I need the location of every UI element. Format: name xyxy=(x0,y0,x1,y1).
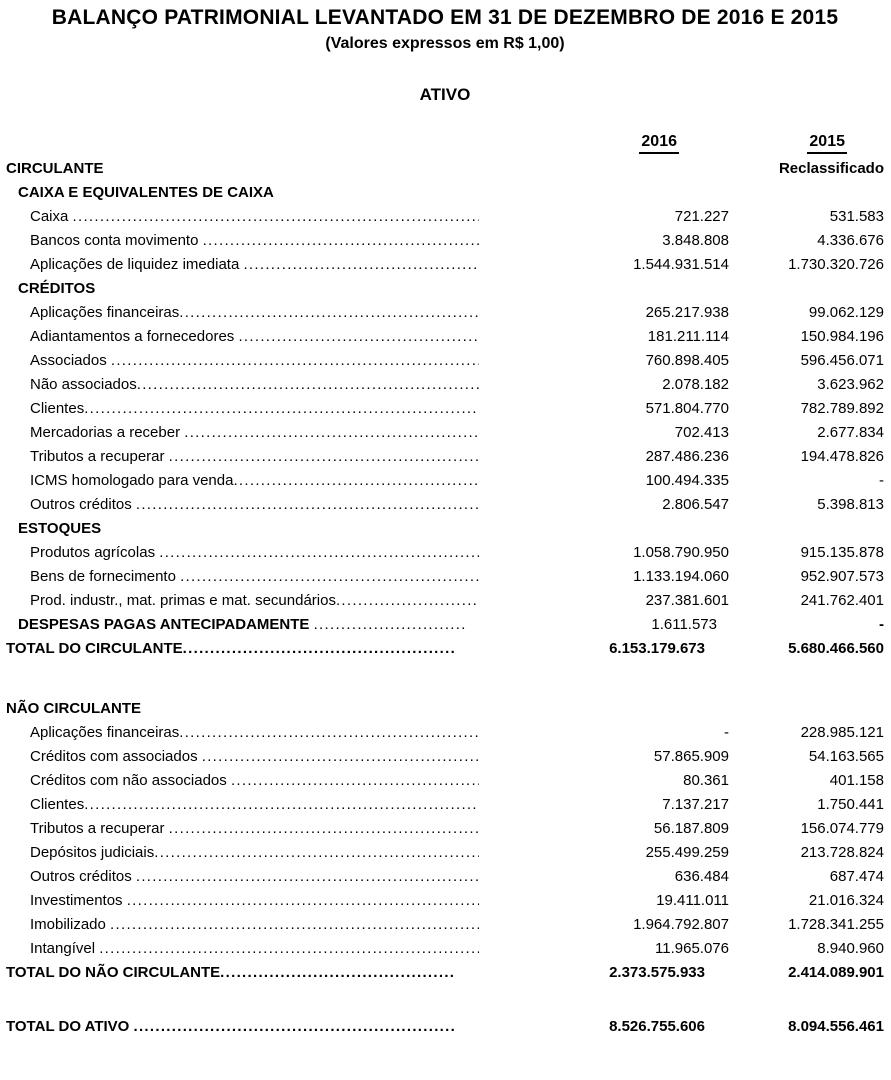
row-label-cell xyxy=(6,841,479,865)
value-2015: 1.750.441 xyxy=(817,796,884,813)
dot-leader xyxy=(238,325,479,349)
value-2015: 99.062.129 xyxy=(808,304,884,321)
row-label-cell xyxy=(6,541,479,565)
dot-leader xyxy=(220,961,455,985)
row-label: Caixa xyxy=(30,208,73,225)
value-2016: 636.484 xyxy=(674,868,729,885)
row-label: Associados xyxy=(30,352,111,369)
value-2016: 2.078.182 xyxy=(662,376,729,393)
row-label-cell xyxy=(6,961,455,985)
value-2016: 8.526.755.606 xyxy=(609,1018,705,1035)
value-2015: 401.158 xyxy=(829,772,884,789)
table-row xyxy=(6,841,884,865)
value-2016: 181.211.114 xyxy=(647,328,729,345)
row-label: Adiantamentos a fornecedores xyxy=(30,328,239,345)
value-2016: 1.544.931.514 xyxy=(633,256,729,273)
row-label-cell xyxy=(6,613,467,637)
value-2016: 1.133.194.060 xyxy=(633,568,729,585)
row-label-cell xyxy=(6,865,479,889)
table-row xyxy=(6,205,884,229)
dot-leader xyxy=(180,565,479,589)
row-label: Bancos conta movimento xyxy=(30,232,203,249)
value-2015: 156.074.779 xyxy=(800,820,884,837)
value-2015: 5.398.813 xyxy=(817,496,884,513)
value-2015: 782.789.892 xyxy=(800,400,884,417)
row-label: Créditos com não associados xyxy=(30,772,231,789)
page-title: BALANÇO PATRIMONIAL LEVANTADO EM 31 DE DEZEMBRO DE 2016 E 2015 xyxy=(51,6,839,29)
row-label-cell xyxy=(6,421,479,445)
spacer xyxy=(6,661,884,697)
row-label: Tributos a recuperar xyxy=(30,448,169,465)
row-label-cell xyxy=(6,349,479,373)
value-2016: 287.486.236 xyxy=(645,448,729,465)
row-label: Outros créditos xyxy=(30,868,136,885)
value-2015: 8.940.960 xyxy=(817,940,884,957)
value-2016: 19.411.011 xyxy=(656,892,729,909)
dot-leader xyxy=(84,793,479,817)
row-label-cell xyxy=(6,637,455,661)
row-label-cell xyxy=(6,469,479,493)
table-row xyxy=(6,301,884,325)
row-label-cell xyxy=(6,445,479,469)
dot-leader xyxy=(84,397,479,421)
value-2016: 721.227 xyxy=(674,208,729,225)
table-row xyxy=(6,397,884,421)
table-row xyxy=(6,721,884,745)
row-label: Aplicações financeiras xyxy=(30,724,180,741)
value-2016: - xyxy=(724,724,729,741)
row-label: Mercadorias a receber xyxy=(30,424,185,441)
dot-leader xyxy=(159,541,479,565)
row-label-cell xyxy=(6,937,479,961)
row-label-cell xyxy=(6,205,479,229)
value-2015: 228.985.121 xyxy=(800,724,884,741)
row-label-cell xyxy=(6,565,479,589)
row-label: Clientes xyxy=(30,796,85,813)
dot-leader xyxy=(154,841,479,865)
row-label: NÃO CIRCULANTE xyxy=(6,700,141,717)
row-label: Aplicações de liquidez imediata xyxy=(30,256,244,273)
table-row xyxy=(6,517,884,541)
row-label: ICMS homologado para venda xyxy=(30,472,234,489)
page-subtitle: (Valores expressos em R$ 1,00) xyxy=(325,35,565,52)
table-row xyxy=(6,793,884,817)
row-label-cell xyxy=(6,889,479,913)
row-label-cell xyxy=(6,301,479,325)
table-row xyxy=(6,697,884,721)
column-header-2016: 2016 xyxy=(639,132,679,154)
value-2015: 915.135.878 xyxy=(800,544,884,561)
dot-leader xyxy=(127,889,479,913)
row-label: TOTAL DO CIRCULANTE xyxy=(6,640,183,657)
row-label-cell xyxy=(6,253,479,277)
table-row xyxy=(6,445,884,469)
row-label-cell xyxy=(6,157,455,181)
dot-leader xyxy=(183,637,455,661)
table-row xyxy=(6,541,884,565)
table-row xyxy=(6,181,884,205)
dot-leader xyxy=(169,445,479,469)
value-2015: 2.414.089.901 xyxy=(788,964,884,981)
table-row xyxy=(6,469,884,493)
value-2016: 1.611.573 xyxy=(651,616,717,633)
value-2015: 5.680.466.560 xyxy=(788,640,884,657)
table-row xyxy=(6,493,884,517)
table-row xyxy=(6,325,884,349)
row-label-cell xyxy=(6,589,479,613)
value-2015: 54.163.565 xyxy=(808,748,884,765)
value-2015: - xyxy=(879,472,884,489)
value-2016: 7.137.217 xyxy=(662,796,729,813)
table-row xyxy=(6,937,884,961)
value-2016: 57.865.909 xyxy=(653,748,729,765)
value-2016: 760.898.405 xyxy=(645,352,729,369)
value-2015: 687.474 xyxy=(829,868,884,885)
row-label: CAIXA E EQUIVALENTES DE CAIXA xyxy=(18,184,274,201)
table-row xyxy=(6,889,884,913)
row-label-cell xyxy=(6,769,479,793)
value-2016: 11.965.076 xyxy=(655,940,729,957)
value-2015: 952.907.573 xyxy=(800,568,884,585)
dot-leader xyxy=(111,349,479,373)
table-row xyxy=(6,817,884,841)
row-label-cell xyxy=(6,697,455,721)
value-2015: 150.984.196 xyxy=(800,328,884,345)
value-2016: 1.964.792.807 xyxy=(633,916,729,933)
column-headers xyxy=(6,132,884,154)
dot-leader xyxy=(134,1015,456,1039)
rows xyxy=(6,157,884,1039)
dot-leader xyxy=(179,721,479,745)
row-label: TOTAL DO ATIVO xyxy=(6,1018,134,1035)
row-label-cell xyxy=(6,793,479,817)
row-label: Outros créditos xyxy=(30,496,136,513)
dot-leader xyxy=(169,817,479,841)
row-label-cell xyxy=(6,397,479,421)
table-row xyxy=(6,349,884,373)
value-2016: 255.499.259 xyxy=(645,844,729,861)
table-row xyxy=(6,589,884,613)
row-label: Produtos agrícolas xyxy=(30,544,160,561)
reclassificado-note: Reclassificado xyxy=(778,160,884,177)
dot-leader xyxy=(110,913,479,937)
row-label: CRÉDITOS xyxy=(18,280,96,297)
value-2015: 596.456.071 xyxy=(800,352,884,369)
value-2015: 1.730.320.726 xyxy=(788,256,884,273)
row-label: Imobilizado xyxy=(30,916,111,933)
value-2016: 2.373.575.933 xyxy=(609,964,705,981)
table-row xyxy=(6,961,884,985)
value-2016: 1.058.790.950 xyxy=(633,544,729,561)
table-row xyxy=(6,865,884,889)
value-2015: 2.677.834 xyxy=(817,424,884,441)
dot-leader xyxy=(233,469,479,493)
table-row xyxy=(6,157,884,181)
value-2016: 2.806.547 xyxy=(662,496,729,513)
row-label-cell xyxy=(6,373,479,397)
table-row xyxy=(6,565,884,589)
dot-leader xyxy=(184,421,479,445)
dot-leader xyxy=(243,253,479,277)
dot-leader xyxy=(202,745,479,769)
table-row xyxy=(6,745,884,769)
spacer xyxy=(6,985,884,1015)
dot-leader xyxy=(203,229,479,253)
row-label: CIRCULANTE xyxy=(6,160,104,177)
column-header-2015: 2015 xyxy=(807,132,847,154)
table-row xyxy=(6,769,884,793)
table-row xyxy=(6,253,884,277)
value-2016: 56.187.809 xyxy=(653,820,729,837)
row-label: Clientes xyxy=(30,400,85,417)
dot-leader xyxy=(179,301,479,325)
section-title-ativo: ATIVO xyxy=(419,85,471,104)
row-label: Prod. industr., mat. primas e mat. secundários xyxy=(30,592,336,609)
dot-leader xyxy=(99,937,479,961)
table-row xyxy=(6,373,884,397)
dot-leader xyxy=(231,769,479,793)
value-2015: 4.336.676 xyxy=(817,232,884,249)
value-2015: 241.762.401 xyxy=(800,592,884,609)
value-2015: 1.728.341.255 xyxy=(788,916,884,933)
dot-leader xyxy=(314,613,467,637)
value-2016: 571.804.770 xyxy=(645,400,729,417)
row-label: Aplicações financeiras xyxy=(30,304,180,321)
table-row xyxy=(6,637,884,661)
row-label: Depósitos judiciais xyxy=(30,844,155,861)
row-label-cell xyxy=(6,817,479,841)
row-label-cell xyxy=(6,181,467,205)
value-2016: 100.494.335 xyxy=(645,472,729,489)
row-label: ESTOQUES xyxy=(18,520,102,537)
row-label: TOTAL DO NÃO CIRCULANTE xyxy=(6,964,221,981)
value-2016: 237.381.601 xyxy=(645,592,729,609)
table-row xyxy=(6,421,884,445)
table-row xyxy=(6,913,884,937)
row-label-cell xyxy=(6,277,467,301)
dot-leader xyxy=(73,205,479,229)
value-2016: 265.217.938 xyxy=(645,304,729,321)
row-label-cell xyxy=(6,721,479,745)
table-row xyxy=(6,1015,884,1039)
value-2016: 3.848.808 xyxy=(662,232,729,249)
dot-leader xyxy=(137,373,479,397)
row-label: Bens de fornecimento xyxy=(30,568,181,585)
row-label: DESPESAS PAGAS ANTECIPADAMENTE xyxy=(18,616,314,633)
row-label: Intangível xyxy=(30,940,100,957)
row-label: Tributos a recuperar xyxy=(30,820,169,837)
row-label-cell xyxy=(6,913,479,937)
value-2016: 702.413 xyxy=(674,424,729,441)
row-label: Créditos com associados xyxy=(30,748,202,765)
dot-leader xyxy=(136,493,479,517)
row-label-cell xyxy=(6,229,479,253)
row-label-cell xyxy=(6,745,479,769)
value-2016: 80.361 xyxy=(683,772,729,789)
value-2015: 3.623.962 xyxy=(817,376,884,393)
row-label-cell xyxy=(6,1015,455,1039)
value-2015: - xyxy=(879,616,884,633)
value-2015: 8.094.556.461 xyxy=(788,1018,884,1035)
row-label-cell xyxy=(6,517,467,541)
dot-leader xyxy=(336,589,479,613)
value-2015: 21.016.324 xyxy=(808,892,884,909)
value-2016: 6.153.179.673 xyxy=(609,640,705,657)
value-2015: 194.478.826 xyxy=(800,448,884,465)
table-row xyxy=(6,613,884,637)
row-label: Não associados xyxy=(30,376,137,393)
table-row xyxy=(6,277,884,301)
row-label: Investimentos xyxy=(30,892,127,909)
table-row xyxy=(6,229,884,253)
dot-leader xyxy=(136,865,479,889)
row-label-cell xyxy=(6,493,479,517)
value-2015: 213.728.824 xyxy=(800,844,884,861)
row-label-cell xyxy=(6,325,479,349)
value-2015: 531.583 xyxy=(829,208,884,225)
